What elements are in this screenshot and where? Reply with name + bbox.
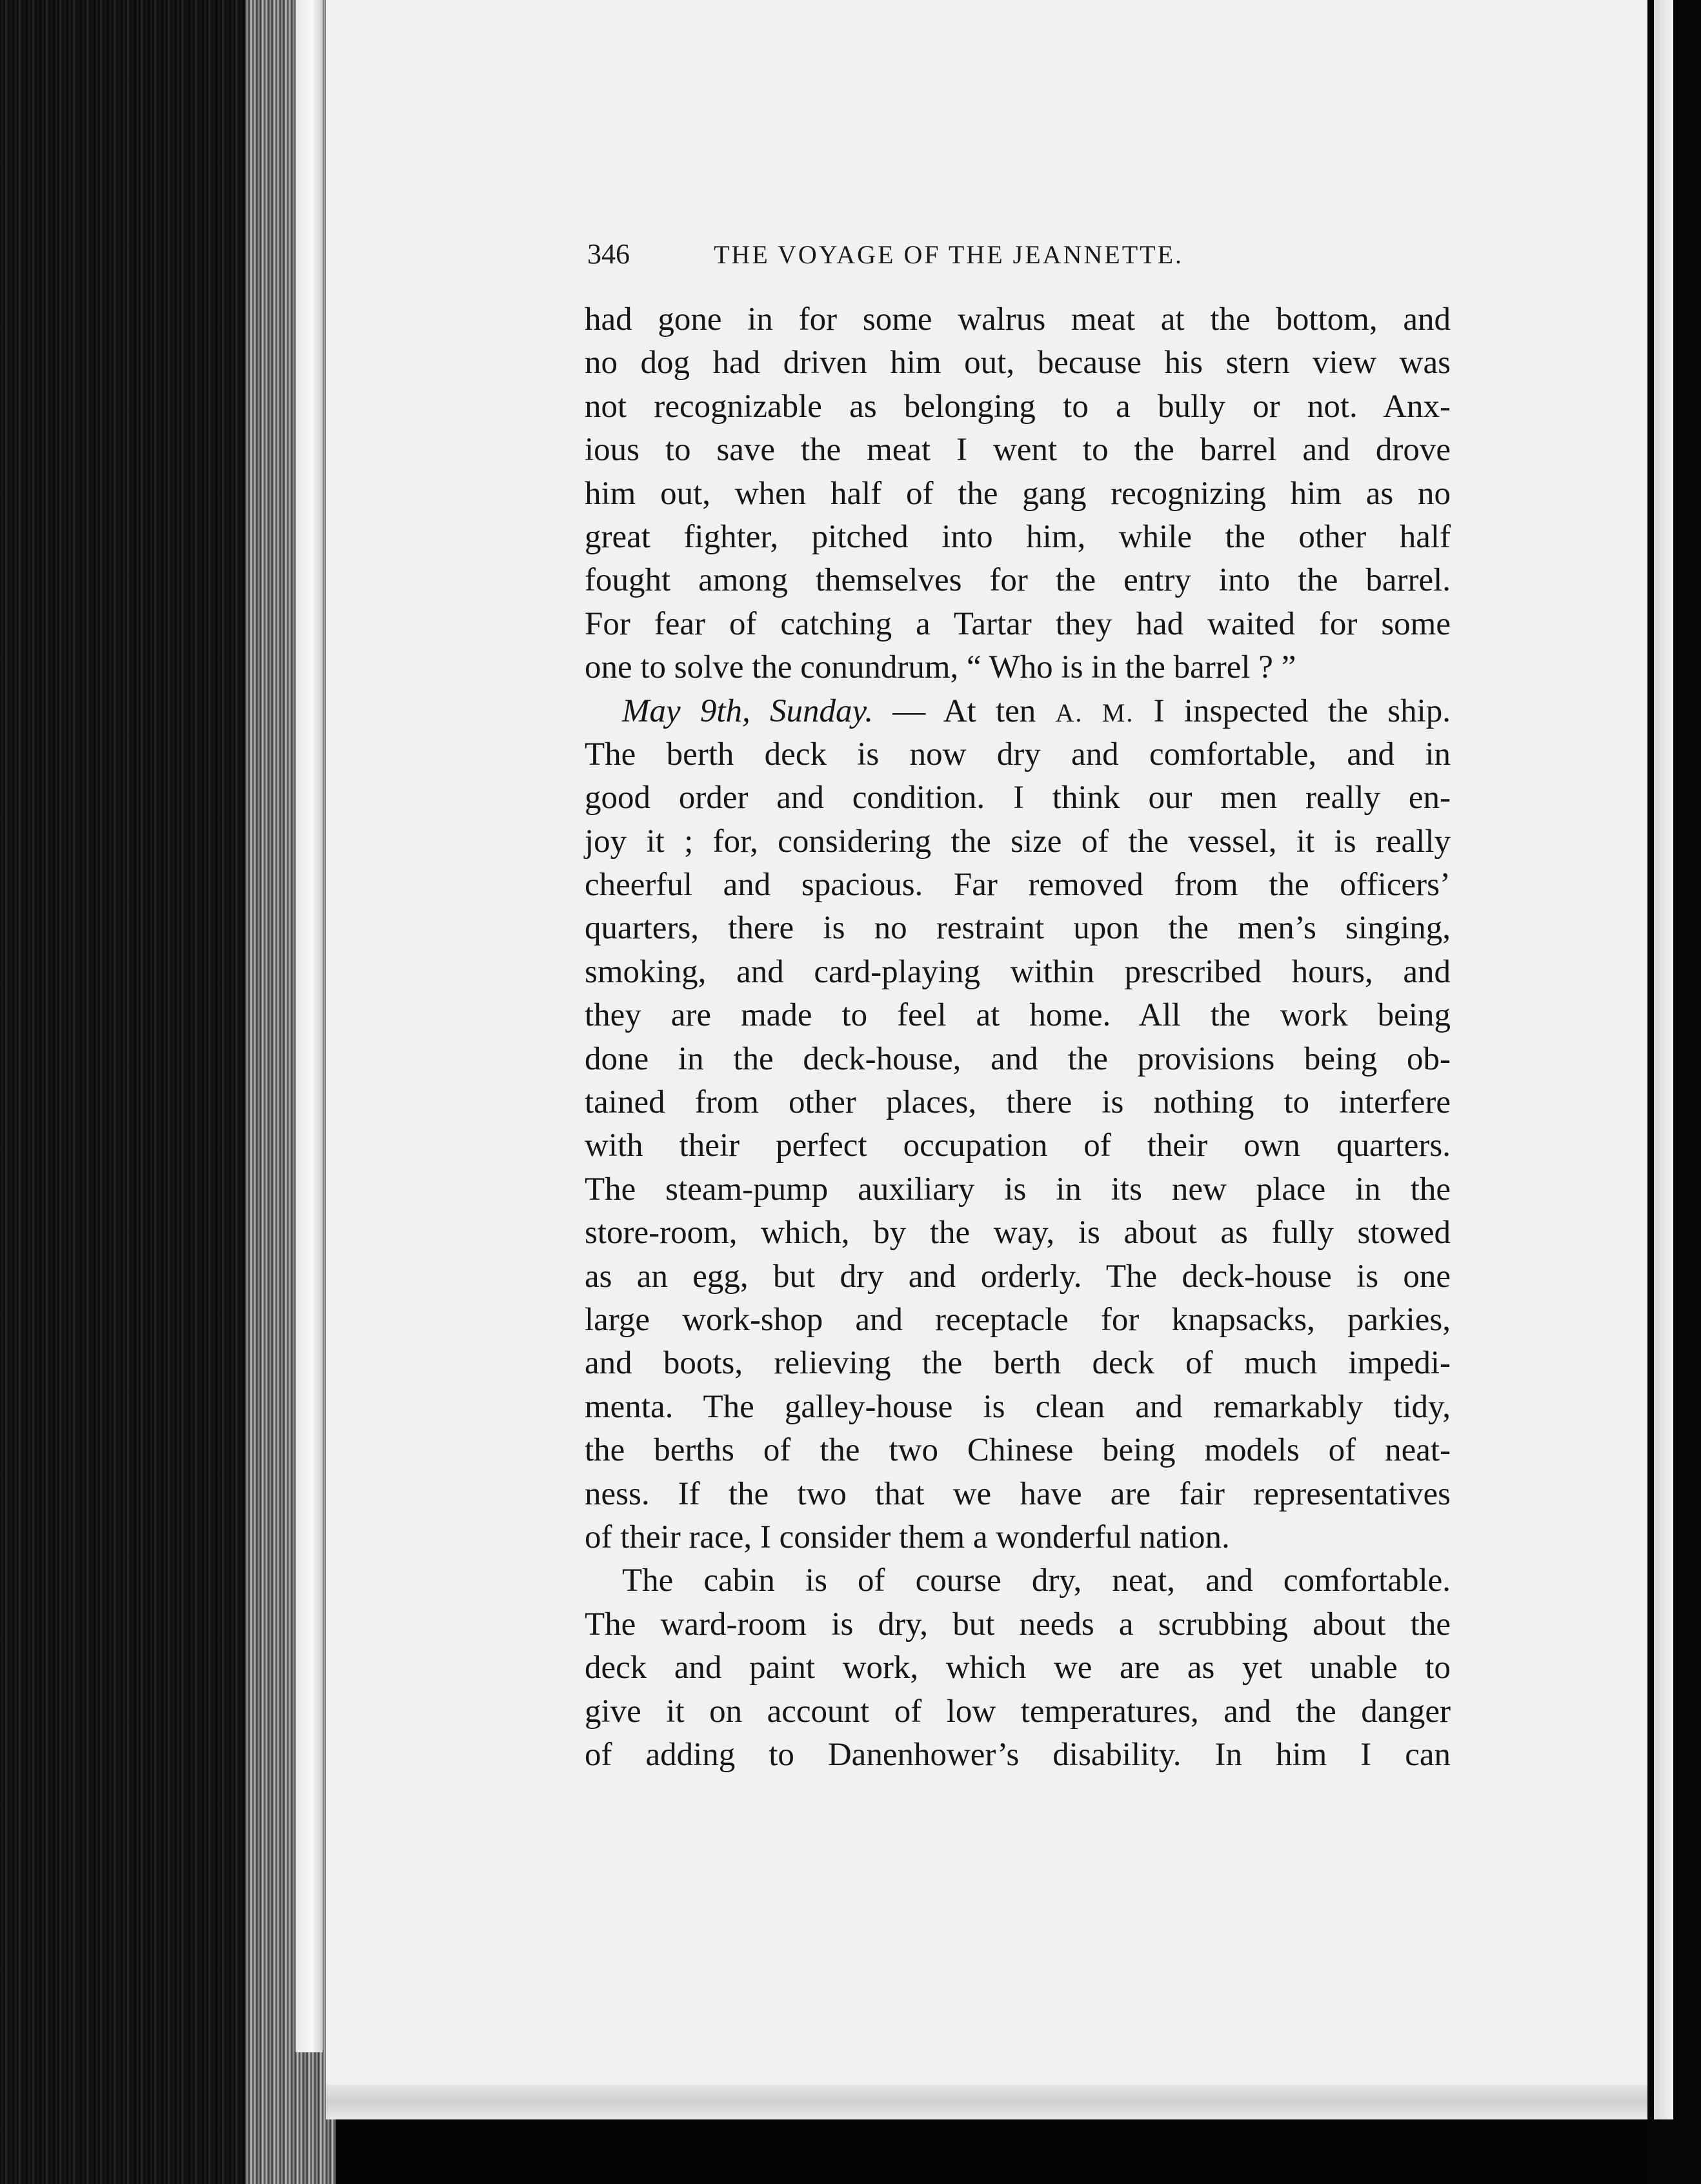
text-line: The berth deck is now dry and comfortable, and in — [585, 736, 1451, 773]
text-line: as an egg, but dry and orderly. The deck-house is one — [585, 1258, 1451, 1295]
text-line: The cabin is of course dry, neat, and comfortable. — [622, 1562, 1451, 1599]
text-line: and boots, relieving the berth deck of much impedi- — [585, 1345, 1451, 1382]
entry-date: May 9th, Sunday. — [622, 693, 874, 729]
entry-text: — At ten — [873, 693, 1056, 729]
text-line: The steam-pump auxiliary is in its new place in the — [585, 1171, 1451, 1208]
text-line: ious to save the meat I went to the barrel and drove — [585, 432, 1451, 469]
running-head — [587, 238, 1297, 276]
text-line: with their perfect occupation of their own quarters. — [585, 1127, 1451, 1164]
text-line: quarters, there is no restraint upon the men’s singing, — [585, 910, 1451, 947]
page-bottom-edge — [326, 2085, 1647, 2119]
text-line: the berths of the two Chinese being models of neat- — [585, 1432, 1451, 1469]
text-line: great fighter, pitched into him, while the other half — [585, 518, 1451, 555]
text-line: smoking, and card-playing within prescribed hours, and — [585, 953, 1451, 990]
page-fold — [296, 0, 323, 2052]
text-line: deck and paint work, which we are as yet unable to — [585, 1650, 1451, 1686]
text-line: joy it ; for, considering the size of the vessel, it is really — [585, 823, 1451, 860]
text-line: store-room, which, by the way, is about as fully stowed — [585, 1215, 1451, 1251]
text-line: done in the deck-house, and the provisions being ob- — [585, 1040, 1451, 1077]
text-line: of adding to Danenhower’s disability. In him I can — [585, 1736, 1451, 1773]
text-line: had gone in for some walrus meat at the bottom, and — [585, 301, 1451, 338]
page-number: 346 — [587, 238, 630, 270]
text-line: ness. If the two that we have are fair representatives — [585, 1475, 1451, 1512]
text-line: menta. The galley-house is clean and remarkably tidy, — [585, 1388, 1451, 1425]
text-line: one to solve the conundrum, “ Who is in the barrel ? ” — [585, 649, 1296, 686]
entry-time: A. M. — [1055, 698, 1134, 727]
diary-entry-line — [585, 690, 1451, 733]
text-line: cheerful and spacious. Far removed from the officers’ — [585, 867, 1451, 904]
text-line: not recognizable as belonging to a bully or not. Anx- — [585, 388, 1451, 425]
text-line: they are made to feel at home. All the work being — [585, 997, 1451, 1034]
next-page-edge — [1654, 0, 1673, 2119]
entry-text: I inspected the ship. — [1134, 693, 1451, 729]
text-line: For fear of catching a Tartar they had waited for some — [585, 605, 1451, 642]
text-line: tained from other places, there is nothing to interfere — [585, 1084, 1451, 1121]
text-line: fought among themselves for the entry into the barrel. — [585, 562, 1451, 599]
running-title: THE VOYAGE OF THE JEANNETTE. — [714, 240, 1184, 269]
text-line: good order and condition. I think our men really en- — [585, 780, 1451, 816]
text-line: large work-shop and receptacle for knapsacks, parkies, — [585, 1301, 1451, 1338]
text-line: no dog had driven him out, because his stern view was — [585, 345, 1451, 381]
text-line: The ward-room is dry, but needs a scrubbing about the — [585, 1606, 1451, 1643]
text-line: give it on account of low temperatures, and the danger — [585, 1693, 1451, 1730]
body-text — [585, 298, 1451, 1777]
text-line: him out, when half of the gang recognizing him as no — [585, 475, 1451, 512]
text-line: of their race, I consider them a wonderful nation. — [585, 1519, 1230, 1555]
